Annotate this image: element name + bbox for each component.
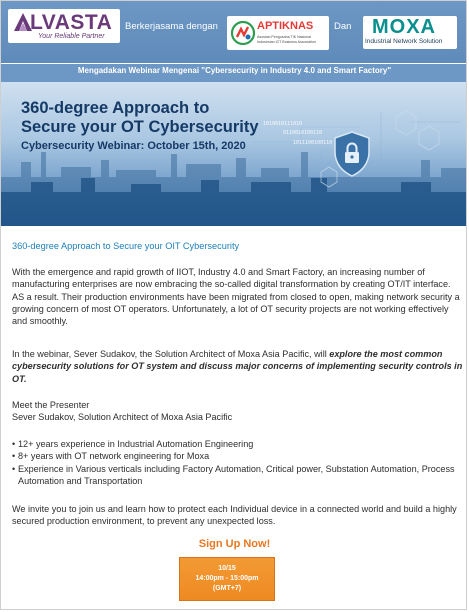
signup-button[interactable] [179, 557, 275, 601]
banner-title-line-1: 360-degree Approach to [21, 99, 210, 117]
webinar-paragraph-emphasis: explore the most common cybersecurity solutions for OT system and discuss major concerns of implementing security controls in OT. [12, 349, 463, 384]
header-bar [1, 1, 467, 63]
aptiknas-logo[interactable] [227, 16, 329, 50]
moxa-name: MOXA [372, 16, 436, 38]
webinar-paragraph-intro: In the webinar, Sever Sudakov, the Solution Architect of Moxa Asia Pacific, will [12, 349, 330, 359]
presenter-block [12, 399, 464, 424]
bullet-dot: • [12, 451, 16, 462]
section-title: 360-degree Approach to Secure your OIT Cybersecurity [12, 241, 240, 251]
closing-paragraph: We invite you to join us and learn how to protect each Individual device in a connected world and build a highly secured production environment, to prevent any unexpected loss. [12, 504, 457, 527]
svg-text:1011100100110: 1011100100110 [293, 140, 333, 146]
moxa-logo[interactable] [363, 16, 457, 49]
and-text: Dan [334, 21, 352, 32]
intro-paragraph: With the emergence and rapid growth of IIOT, Industry 4.0 and Smart Factory, an increasing number of manufacturing enterprises are now embracing the so-called digital transformation by creating OT/IT interface. AS a result. Their production environments have been migrated from closed to open, making network security a growing concern of most OT operators. Unfortunately, a lot of OT security projects are not working effectively and smoothly. [12, 267, 460, 327]
svg-text:1010010111010: 1010010111010 [263, 121, 303, 127]
signup-time: 14:00pm - 15:00pm [195, 575, 259, 582]
collab-text: Berkerjasama dengan [125, 21, 218, 32]
signup-timezone: (GMT+7) [212, 585, 242, 592]
alvasta-tagline: Your Reliable Partner [38, 33, 105, 40]
hero-banner [1, 82, 467, 226]
security-shield-icon [335, 132, 369, 176]
bullet-dot: • [12, 463, 16, 474]
svg-text:0110010100110: 0110010100110 [283, 130, 323, 136]
aptiknas-sub-1: Asosiasi Pengusaha TIK Nasional [257, 35, 312, 39]
webinar-paragraph [12, 348, 464, 385]
banner-date: Cybersecurity Webinar: October 15th, 2020 [21, 140, 246, 152]
list-item: • Experience in Various verticals including Factory Automation, Critical power, Substation Automation, Process Automation and Transportation [12, 463, 455, 486]
list-item: • 12+ years experience in Industrial Automation Engineering [12, 439, 254, 449]
aptiknas-name: APTIKNAS [257, 20, 314, 32]
banner-title-line-2: Secure your OT Cybersecurity [21, 118, 259, 136]
aptiknas-mark-icon [231, 21, 255, 45]
alvasta-name: LVASTA [30, 11, 113, 34]
signup-date: 10/15 [218, 565, 236, 572]
bullet-dot: • [12, 439, 16, 449]
webinar-subtitle: Mengadakan Webinar Mengenai "Cybersecurity in Industry 4.0 and Smart Factory" [1, 64, 467, 82]
presenter-experience-list [12, 438, 464, 487]
presenter-heading: Meet the Presenter [12, 400, 90, 410]
aptiknas-sub-2: Indonesian ICT Business Association [257, 40, 317, 44]
list-item: • 8+ years with OT network engineering for Moxa [12, 451, 210, 462]
signup-heading[interactable]: Sign Up Now! [198, 538, 271, 550]
alvasta-logo[interactable] [8, 9, 120, 43]
moxa-subtitle: Industrial Network Solution [365, 38, 443, 45]
presenter-name: Sever Sudakov, Solution Architect of Moxa Asia Pacific [12, 412, 233, 423]
